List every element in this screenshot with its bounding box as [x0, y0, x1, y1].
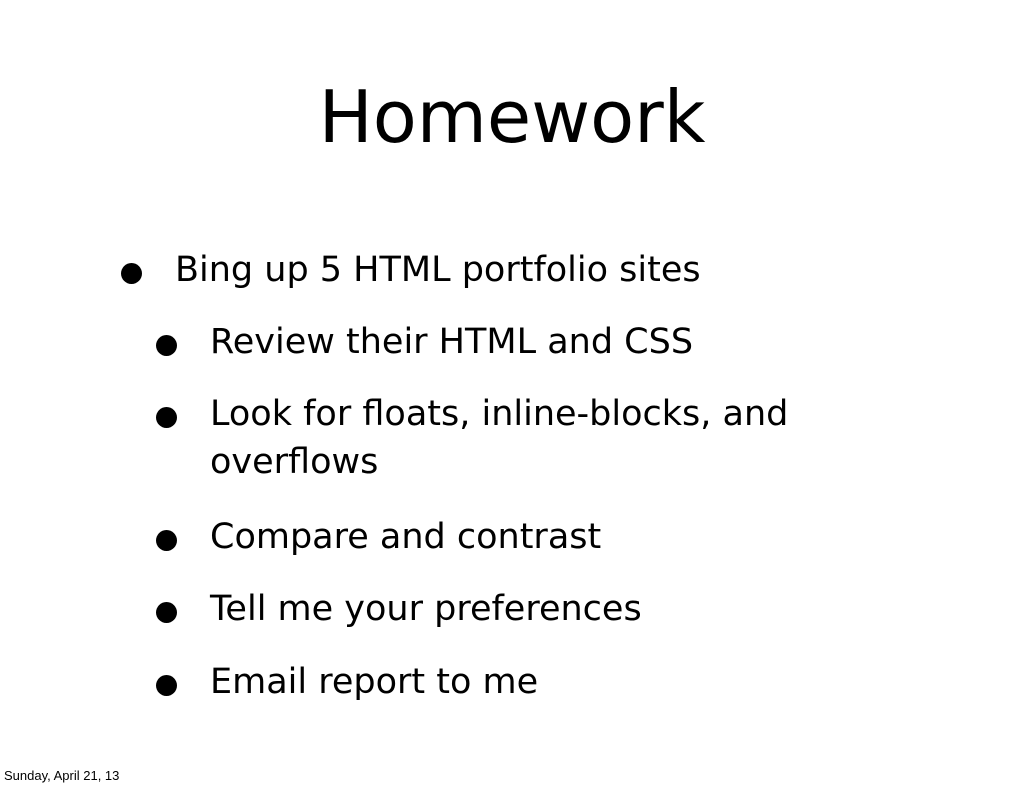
- slide-title: Homework: [318, 75, 706, 159]
- slide-footer-date: Sunday, April 21, 13: [4, 768, 120, 783]
- bullet-dot-icon: [156, 675, 177, 696]
- bullet-dot-icon: [156, 602, 177, 623]
- bullet-text: Bing up 5 HTML portfolio sites: [175, 250, 701, 290]
- bullet-dot-icon: [156, 530, 177, 551]
- bullet-text: Compare and contrast: [210, 517, 602, 557]
- bullet-dot-icon: [156, 335, 177, 356]
- bullet-text-continuation: overflows: [210, 442, 379, 482]
- bullet-text: Look for floats, inline-blocks, and: [210, 394, 789, 434]
- bullet-dot-icon: [156, 407, 177, 428]
- bullet-text: Email report to me: [210, 662, 539, 702]
- bullet-text: Tell me your preferences: [210, 589, 642, 629]
- bullet-dot-icon: [121, 263, 142, 284]
- bullet-text: Review their HTML and CSS: [210, 322, 694, 362]
